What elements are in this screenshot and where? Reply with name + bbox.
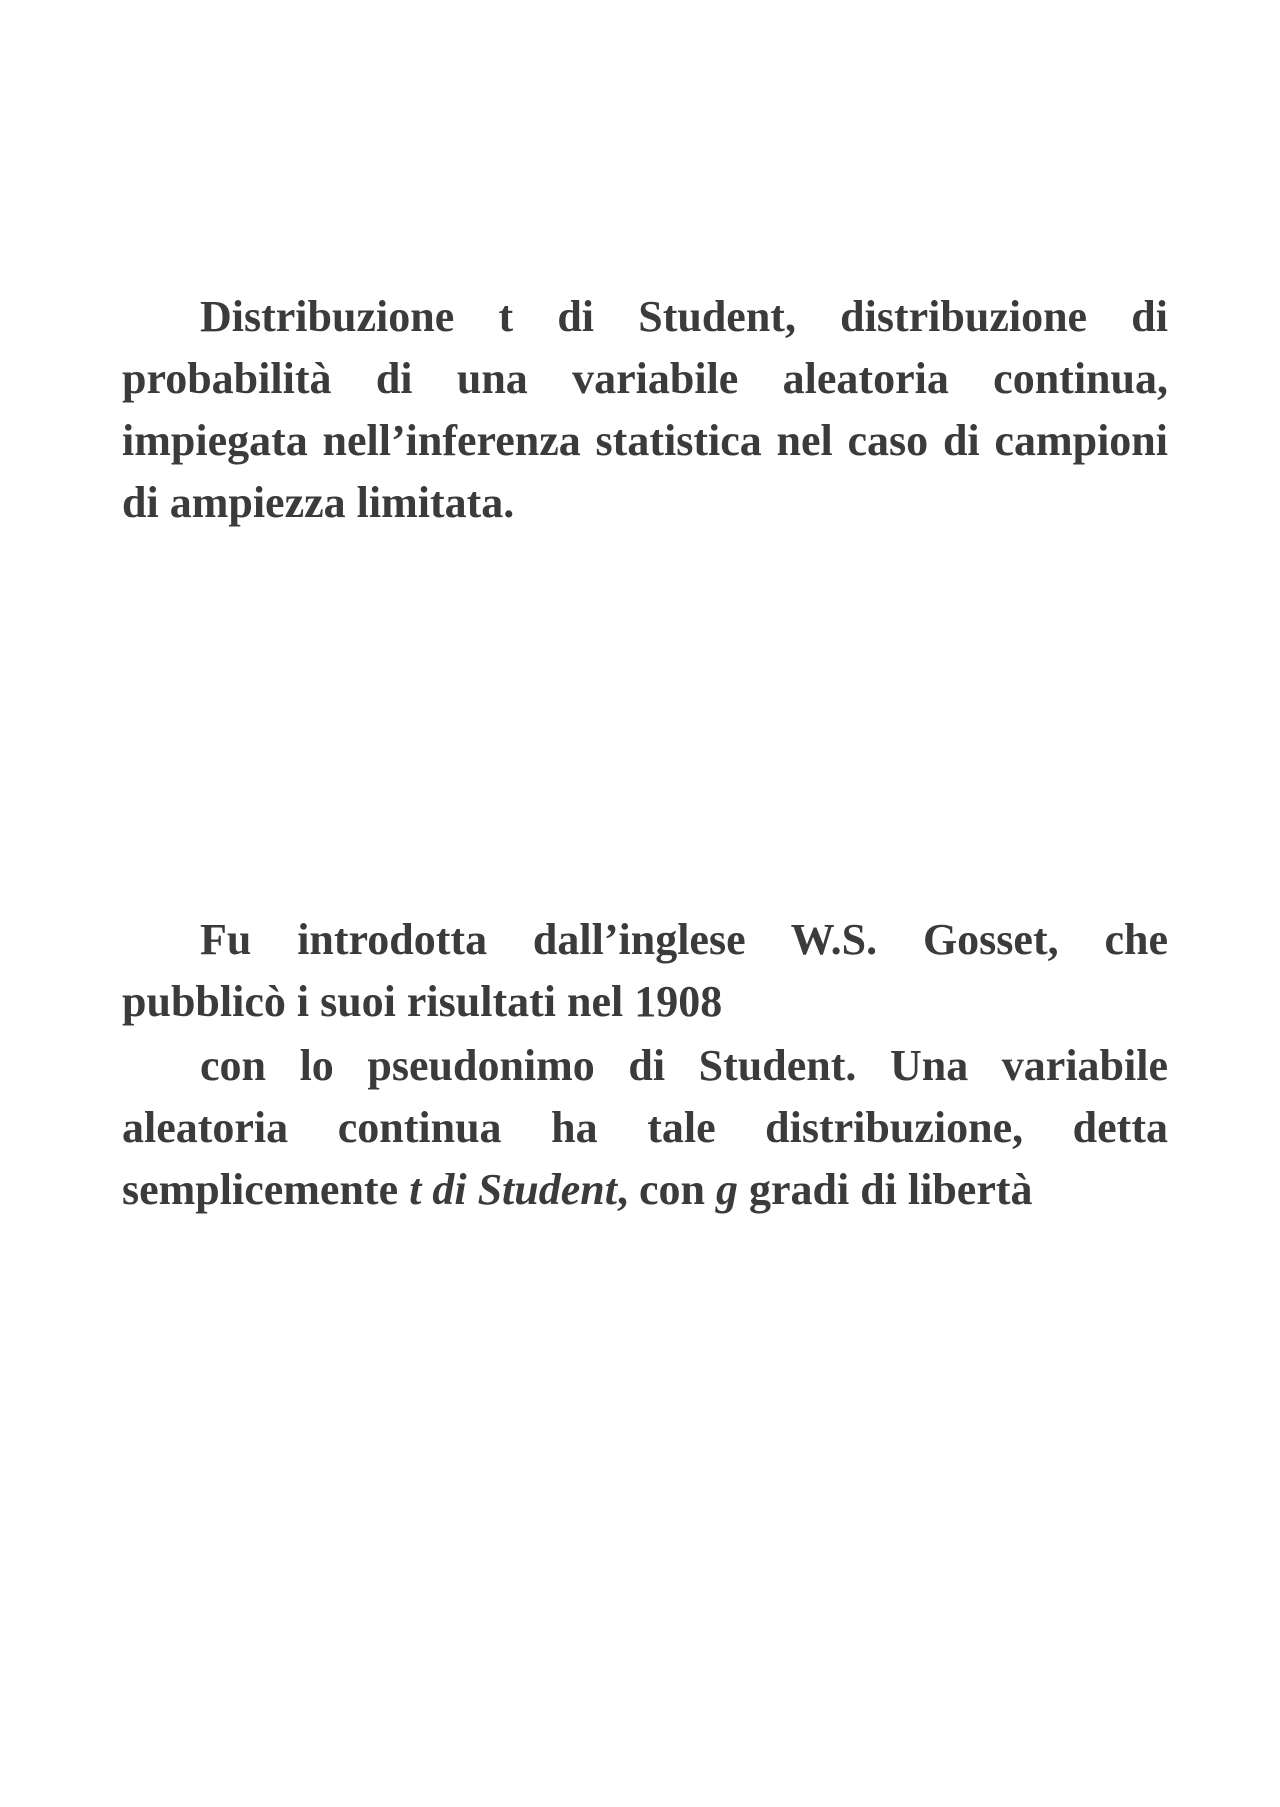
paragraph-pseudonym-text-2: , con — [616, 1165, 716, 1214]
paragraph-pseudonym — [122, 1035, 1168, 1221]
paragraph-pseudonym-text-1: con lo pseudonimo di Student. Una variabile aleatoria continua ha tale distribuzione, detta semplicemente — [122, 1041, 1168, 1214]
paragraph-definition: Distribuzione t di Student, distribuzione di probabilità di una variabile aleatoria continua, impiegata nell’inferenza statistica nel caso di campioni di ampiezza limitata. — [122, 292, 1168, 527]
term-t-di-student: t di Student — [409, 1165, 617, 1214]
paragraph-pseudonym-text-3: gradi di libertà — [737, 1165, 1033, 1214]
term-g: g — [715, 1165, 738, 1214]
paragraph-origin: Fu introdotta dall’inglese W.S. Gosset, che pubblicò i suoi risultati nel 1908 — [122, 915, 1168, 1026]
